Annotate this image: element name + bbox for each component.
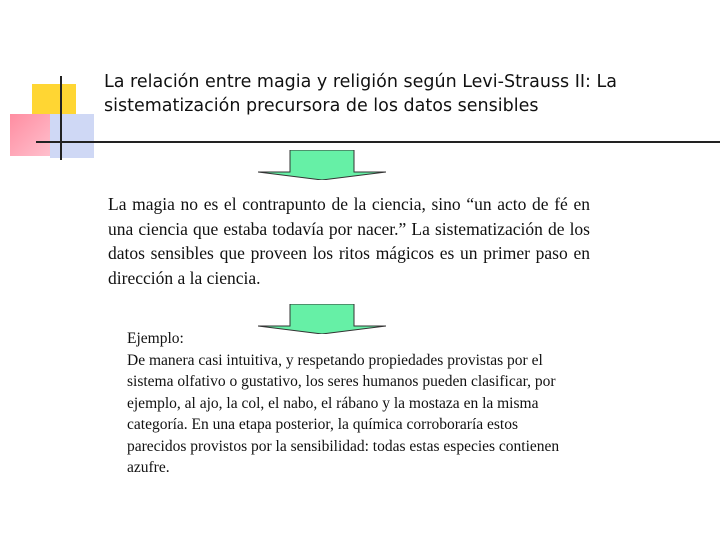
slide-title: La relación entre magia y religión según Levi-Strauss II: La sistematización precursora de los datos sensibles <box>104 72 617 116</box>
down-arrow-icon <box>258 150 386 180</box>
title-underline <box>36 141 720 143</box>
example-text: De manera casi intuitiva, y respetando propiedades provistas por el sistema olfativo o gustativo, los seres humanos pueden clasificar, por ejemplo, al ajo, la col, el nabo, el rábano y la mostaza en la misma categoría. En una etapa posterior, la química corroboraría estos parecidos provistos por la sensibilidad: todas estas especies contienen azufre. <box>127 351 560 476</box>
example-block <box>127 328 577 479</box>
main-paragraph: La magia no es el contrapunto de la ciencia, sino “un acto de fé en una ciencia que estaba todavía por nacer.” La sistematización de los datos sensibles que proveen los ritos mágicos es un primer paso en dirección a la ciencia. <box>108 194 590 288</box>
example-heading: Ejemplo: <box>127 330 184 347</box>
decorative-square-blue <box>50 114 94 158</box>
decorative-square-pink <box>10 114 54 156</box>
decorative-vertical-line <box>60 76 62 160</box>
